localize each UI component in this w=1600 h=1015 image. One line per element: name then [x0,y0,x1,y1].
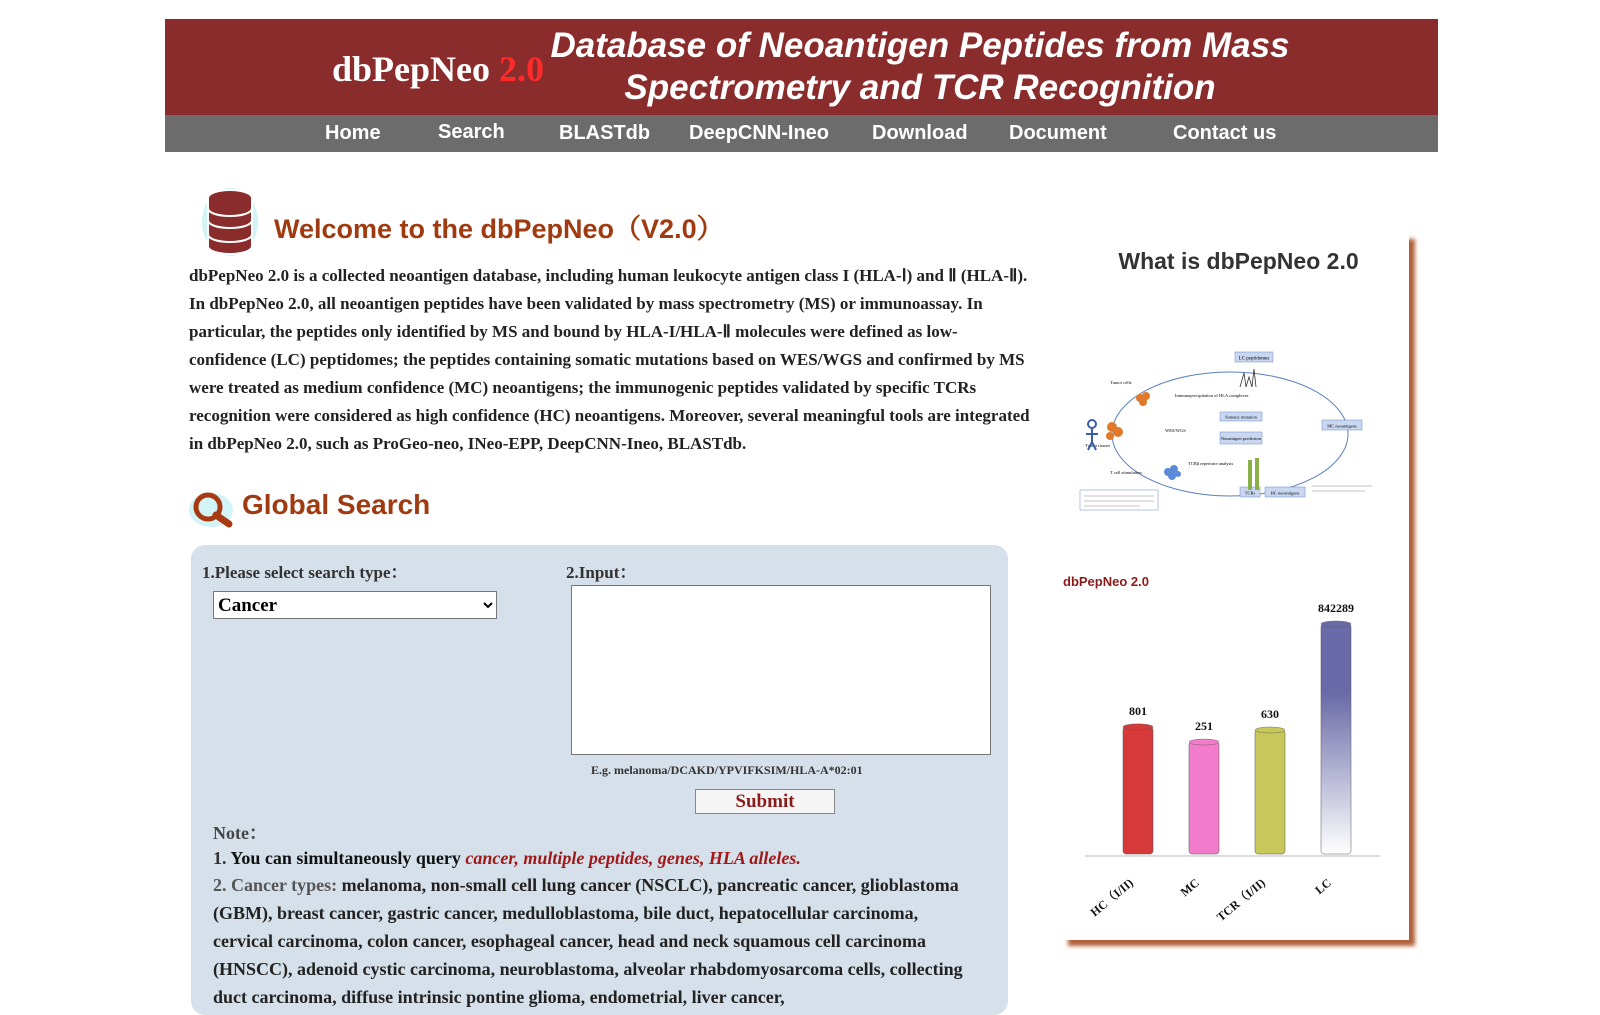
logo-name: dbPepNeo [332,49,491,89]
note-2-prefix: 2. Cancer types: [213,875,342,895]
wf-tumor-tissues: Tumor tissues [1085,443,1111,448]
bar-2 [1255,730,1285,854]
nav-search[interactable]: Search [438,121,505,143]
example-text: E.g. melanoma/DCAKD/YPVIFKSIM/HLA-A*02:01 [591,763,863,777]
note-1-text: You can simultaneously query [226,848,466,868]
main-nav [165,115,1438,152]
bar-cap-0 [1123,724,1153,730]
tagline-line-2: Spectrometry and TCR Recognition [624,68,1216,107]
wf-neoantigen-prediction: Neoantigen prediction [1220,436,1262,441]
welcome-title: Welcome to the dbPepNeo（V2.0） [274,214,724,244]
bar-0 [1123,727,1153,854]
note-2 [213,871,973,1011]
wf-tumor-cells: Tumor cells [1110,380,1132,385]
database-icon [200,184,260,258]
note-2-text: melanoma, non-small cell lung cancer (NSCLC), pancreatic cancer, glioblastoma (GBM), breast cancer, gastric cancer, medulloblastoma, bile duct, hepatocellular carcinoma, cervical carcinoma, colon cancer, esophageal cancer, head and neck squamous cell carcinoma (HNSCC), adenoid cystic carcinoma, neuroblastoma, alveolar rhabdomyosarcoma cells, collecting duct carcinoma, diffuse intrinsic pontine glioma, endometrial, liver cancer, [213,875,963,1007]
wf-somatic-mutation: Somatic mutation [1225,414,1257,420]
query-input[interactable] [571,585,991,755]
bar-value-label-1: 251 [1195,719,1213,734]
nav-document[interactable]: Document [1009,122,1107,144]
nav-download[interactable]: Download [872,122,968,144]
note-title: Note： [213,823,267,843]
search-type-select[interactable] [213,591,497,619]
nav-blastdb[interactable]: BLASTdb [559,122,651,144]
bar-cap-3 [1321,621,1351,627]
global-search-title: Global Search [242,489,431,520]
bar-value-label-2: 630 [1261,707,1279,722]
chart-label: dbPepNeo 2.0 [1063,574,1149,589]
x-tick-label-3: LC [1312,875,1334,898]
bar-cap-2 [1255,727,1285,733]
wf-immunoprecipitation: Immunoprecipitation of HLA complexes [1175,393,1249,398]
wf-wes-wgs: WES/WGS [1165,428,1186,433]
bar-value-label-3: 842289 [1318,601,1354,615]
note-1 [213,848,801,869]
site-tagline [540,25,1300,109]
wf-lc-peptidomes: LC peptidomes [1238,356,1270,362]
wf-tcrs: TCRs [1244,490,1256,496]
note-1-highlight: cancer, multiple peptides, genes, HLA alleles. [465,848,801,868]
wf-tcr-repertoire: TCRβ repertoire analysis [1188,461,1234,466]
bar-1 [1189,742,1219,854]
x-tick-label-2: TCR（I/II) [1213,875,1268,925]
bar-cap-1 [1189,739,1219,745]
x-tick-label-0: HC（I/II) [1087,875,1136,920]
input-label: 2.Input： [566,563,637,582]
nav-contact-us[interactable]: Contact us [1173,122,1277,144]
sidebar-title: What is dbPepNeo 2.0 [1118,248,1359,274]
logo-version: 2.0 [499,49,545,89]
workflow-diagram [1080,352,1376,512]
x-tick-label-1: MC [1177,875,1202,900]
tagline-line-1: Database of Neoantigen Peptides from Mass [550,26,1290,65]
wf-mc-neoantigens: MC neoantigens [1327,423,1357,429]
intro-paragraph: dbPepNeo 2.0 is a collected neoantigen database, including human leukocyte antigen class I (HLA-Ⅰ) and Ⅱ (HLA-Ⅱ). In dbPepNeo 2.0, all neoantigen peptides have been validated by mass spectrometry (MS) or immunoassay. In particular, the peptides only identified by MS and bound by HLA-I/HLA-Ⅱ molecules were defined as low-confidence (LC) peptidomes; the peptides containing somatic mutations based on WES/WGS and confirmed by MS were treated as medium confidence (MC) neoantigens; the immunogenic peptides validated by specific TCRs recognition were considered as high confidence (HC) neoantigens. Moreover, several meaningful tools are integrated in dbPepNeo 2.0, such as ProGeo-neo, INeo-EPP, DeepCNN-Ineo, BLASTdb. [189,266,1030,453]
nav-deepcnn-ineo[interactable]: DeepCNN-Ineo [689,122,830,144]
submit-button[interactable]: Submit [695,789,835,814]
bar-value-label-0: 801 [1129,703,1147,718]
bar-3 [1321,624,1351,854]
search-type-label: 1.Please select search type： [202,563,408,582]
wf-t-cell-stimulation: T cell stimulation [1110,470,1142,475]
wf-hc-neoantigens: HC neoantigens [1270,490,1300,496]
site-logo[interactable] [332,48,544,90]
bar-chart [1080,601,1390,932]
note-1-number: 1. [213,848,227,868]
nav-home[interactable]: Home [325,122,381,144]
magnifier-icon [189,489,237,529]
